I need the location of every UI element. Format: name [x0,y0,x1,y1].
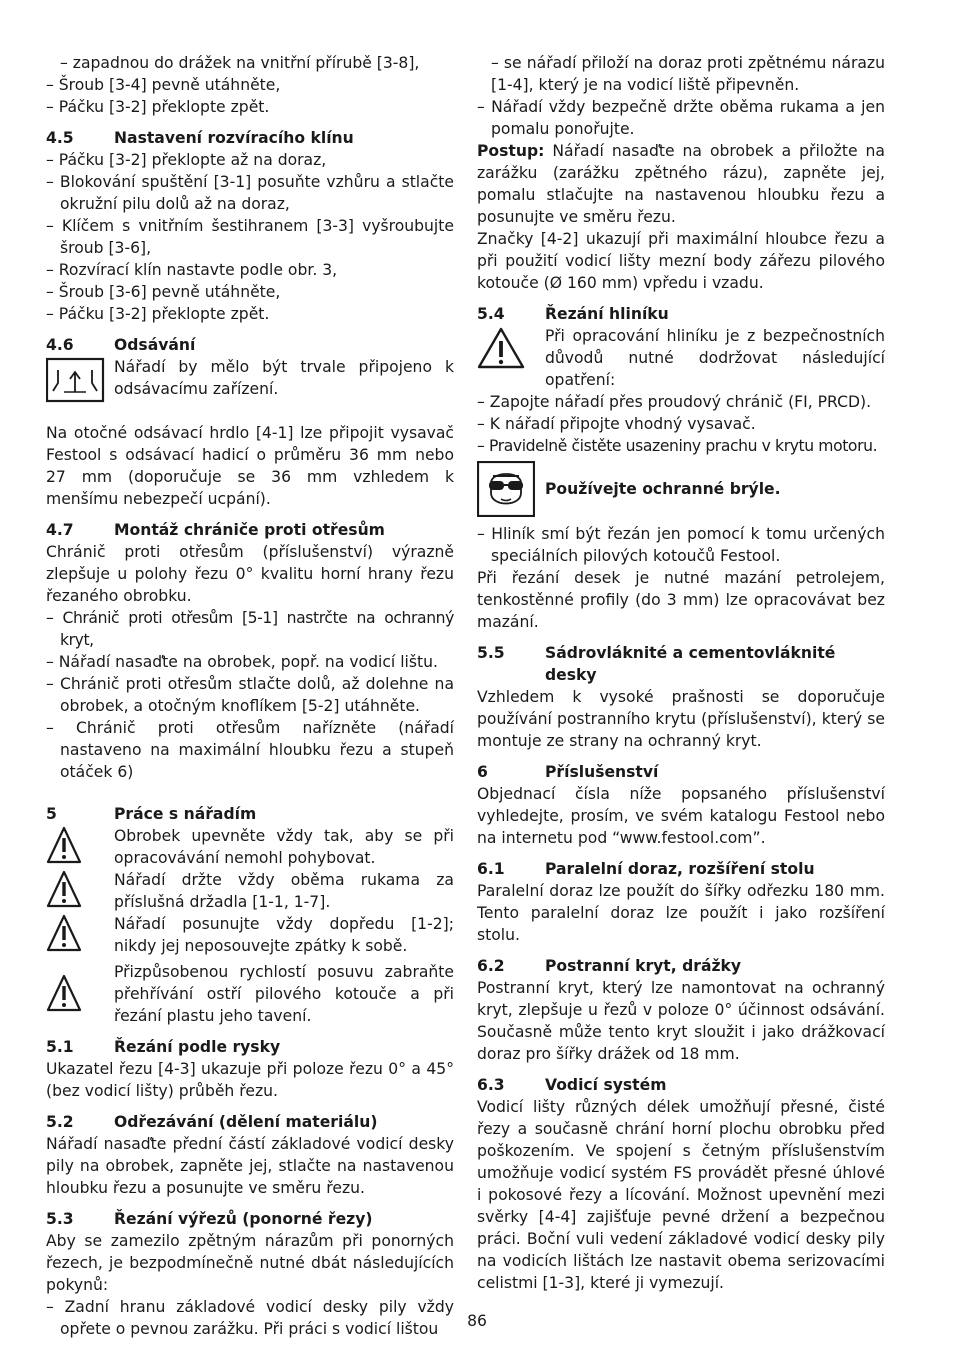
paragraph: Chránič proti otřesům (příslušenství) výrazně zlepšuje u polohy řezu 0° kvalitu horní hrany řezu řezaného obrobku. [46,543,454,605]
list-item-continued: – se nářadí přiloží na doraz proti zpětnému nárazu [1-4], který je na vodicí liště připevněn. [477,52,885,96]
section-title: Práce s nářadím [114,805,257,823]
paragraph: Ukazatel řezu [4-3] ukazuje při poloze řezu 0° a 45° (bez vodicí lišty) průběh řezu. [46,1060,454,1100]
list-item: – Páčku [3-2] překlopte zpět. [46,96,454,118]
goggles-text: Používejte ochranné brýle. [545,480,781,498]
warning-text: Obrobek upevněte vždy tak, aby se při opracovávání nemohl pohybovat. [114,827,454,867]
warning-text: Při opracování hliníku je z bezpečnostních důvodů nutné dodržovat následující opatření: [545,327,885,389]
list-item: – Šroub [3-6] pevně utáhněte, [46,281,454,303]
section-number: 5.4 [477,305,505,323]
procedure-paragraph [477,140,885,228]
section-number: 5.2 [46,1113,74,1131]
section-number: 5.5 [477,644,505,662]
section-number: 6.3 [477,1076,505,1094]
section-title: Řezání podle rysky [114,1038,281,1056]
right-column [477,52,885,1294]
list-item: – Nářadí nasaďte na obrobek, popř. na vodicí lištu. [46,651,454,673]
procedure-label: Postup: [477,142,545,160]
left-column [46,52,454,1340]
paragraph: Objednací čísla níže popsaného příslušenství vyhledejte, prosím, ve svém katalogu Festool nebo na internetu pod “www.festool.com”. [477,785,885,847]
paragraph: Na otočné odsávací hrdlo [4-1] lze připojit vysavač Festool s odsávací hadicí o průměru 36 mm nebo 27 mm (doporučuje se 36 mm vzhledem k menšímu nebezpečí ucpání). [46,424,454,508]
list-item: – Chránič proti otřesům stlačte dolů, až dolehne na obrobek, a otočným knoflíkem [5-2] utáhněte. [46,673,454,717]
list-item: – zapadnou do drážek na vnitřní přírubě [3-8], [46,52,454,74]
paragraph: Nářadí nasaďte přední částí základové vodicí desky pily na obrobek, zapněte jej, stlačte na nastavenou hloubku řezu a posunujte ve směru řezu. [46,1135,454,1197]
warning-block [46,961,454,1027]
section-title: Montáž chrániče proti otřesům [114,521,385,539]
paragraph: Značky [4-2] ukazují při maximální hloubce řezu a při použití vodicí lišty mezní body zářezu pilového kotouče (Ø 160 mm) vpředu i vzadu. [477,230,885,292]
dust-extraction-icon [46,356,114,404]
section-title: Odsávání [114,336,196,354]
section-number: 6.2 [477,957,505,975]
paragraph: Aby se zamezilo zpětným nárazům při ponorných řezech, je bezpodmínečně nutné dbát následujících pokynů: [46,1232,454,1294]
section-heading-6-3 [477,1074,885,1096]
page-number: 86 [467,1312,487,1330]
warning-icon [46,825,114,865]
section-heading-5-1 [46,1036,454,1058]
warning-icon [477,325,545,371]
section-number: 4.5 [46,129,74,147]
section-title: Paralelní doraz, rozšíření stolu [545,860,815,878]
warning-text: Nářadí posunujte vždy dopředu [1-2]; nikdy jej neposouvejte zpátky k sobě. [114,915,454,955]
section-heading-5-4 [477,303,885,325]
list-item: – Klíčem s vnitřním šestihranem [3-3] vyšroubujte šroub [3-6], [46,215,454,259]
section-title: Odřezávání (dělení materiálu) [114,1113,378,1131]
list-item: – Pravidelně čistěte usazeniny prachu v krytu motoru. [477,435,885,457]
paragraph: Vodicí lišty různých délek umožňují přesné, čisté řezy a současně chrání horní plochu obrobku před poškozením. Ve spojení s četným příslušenstvím umožňuje vodicí systém FS provádět přesné úhlové i pokosové řezy a lícování. Možnost upevnění mezi svěrky [4-4] zajišťuje pevné držení a bezpečnou práci. Boční vuli vedení základové vodicí desky pily na vodicích lištách lze nastavit obema serizovacími celistmi [1-3], které ji vymezují. [477,1098,885,1292]
warning-block [46,869,454,913]
warning-block [477,325,885,391]
list-item: – Hliník smí být řezán jen pomocí k tomu určených speciálních pilových kotoučů Festool. [477,523,885,567]
list-item: – Zapojte nářadí přes proudový chránič (FI, PRCD). [477,391,885,413]
extraction-note [46,356,454,404]
section-title: Sádrovláknité a cementovláknité desky [545,644,836,684]
safety-goggles-icon [477,461,545,517]
warning-block [46,825,454,869]
list-item: – Blokování spuštění [3-1] posuňte vzhůru a stlačte okružní pilu dolů až na doraz, [46,171,454,215]
goggles-note [477,461,885,517]
section-number: 4.6 [46,336,74,354]
list-item: – Chránič proti otřesům [5-1] nastrčte na ochranný kryt, [46,607,454,651]
list-item: – K nářadí připojte vhodný vysavač. [477,413,885,435]
list-item: – Páčku [3-2] překlopte zpět. [46,303,454,325]
list-item: – Nářadí vždy bezpečně držte oběma rukama a jen pomalu ponořujte. [477,96,885,140]
section-heading-6-2 [477,955,885,977]
warning-text: Nářadí držte vždy oběma rukama za příslušná držadla [1-1, 1-7]. [114,871,454,911]
section-number: 5 [46,805,57,823]
section-title: Nastavení rozvíracího klínu [114,129,354,147]
list-item: – Páčku [3-2] překlopte až na doraz, [46,149,454,171]
section-heading-5-2 [46,1111,454,1133]
section-heading-5-5 [477,642,885,686]
section-number: 5.3 [46,1210,74,1228]
section-title: Vodicí systém [545,1076,667,1094]
section-title: Řezání výřezů (ponorné řezy) [114,1210,373,1228]
section-title: Řezání hliníku [545,305,669,323]
list-item: – Zadní hranu základové vodicí desky pily vždy opřete o pevnou zarážku. Při práci s vodicí lištou [46,1296,454,1340]
paragraph: Při řezání desek je nutné mazání petrolejem, tenkostěnné profily (do 3 mm) lze opracovávat bez mazání. [477,569,885,631]
warning-icon [46,869,114,909]
list-item: – Chránič proti otřesům nařízněte (nářadí nastaveno na maximální hloubku řezu a stupeň otáček 6) [46,717,454,783]
extraction-text: Nářadí by mělo být trvale připojeno k odsávacímu zařízení. [114,358,454,398]
section-heading-5 [46,803,454,825]
section-heading-4-5 [46,127,454,149]
warning-icon [46,961,114,1013]
section-heading-4-7 [46,519,454,541]
warning-text: Přizpůsobenou rychlostí posuvu zabraňte přehřívání ostří pilového kotouče a při řezání plastu jeho tavení. [114,963,454,1025]
paragraph: Vzhledem k vysoké prašnosti se doporučuje používání postranního krytu (příslušenství), který se montuje ze strany na ochranný kryt. [477,688,885,750]
section-number: 6.1 [477,860,505,878]
paragraph: Paralelní doraz lze použít do šířky odřezku 180 mm. Tento paralelní doraz lze použít i jako rozšíření stolu. [477,882,885,944]
section-heading-6-1 [477,858,885,880]
procedure-text: Nářadí nasaďte na obrobek a přiložte na zarážku (zarážku zpětného rázu), zapněte jej, pomalu stlačujte na nastavenou hloubku řezu a posunujte ve směru řezu. [477,142,885,226]
section-title: Postranní kryt, drážky [545,957,742,975]
list-item: – Šroub [3-4] pevně utáhněte, [46,74,454,96]
section-heading-4-6 [46,334,454,356]
warning-block [46,913,454,957]
section-heading-5-3 [46,1208,454,1230]
section-heading-6 [477,761,885,783]
section-number: 5.1 [46,1038,74,1056]
section-number: 4.7 [46,521,74,539]
warning-icon [46,913,114,953]
section-title: Příslušenství [545,763,659,781]
list-item: – Rozvírací klín nastavte podle obr. 3, [46,259,454,281]
section-number: 6 [477,763,488,781]
paragraph: Postranní kryt, který lze namontovat na ochranný kryt, zlepšuje u řezů v poloze 0° účinnost odsávání. Současně může tento kryt sloužit i jako drážkovací doraz pro šířky drážek od 18 mm. [477,979,885,1063]
